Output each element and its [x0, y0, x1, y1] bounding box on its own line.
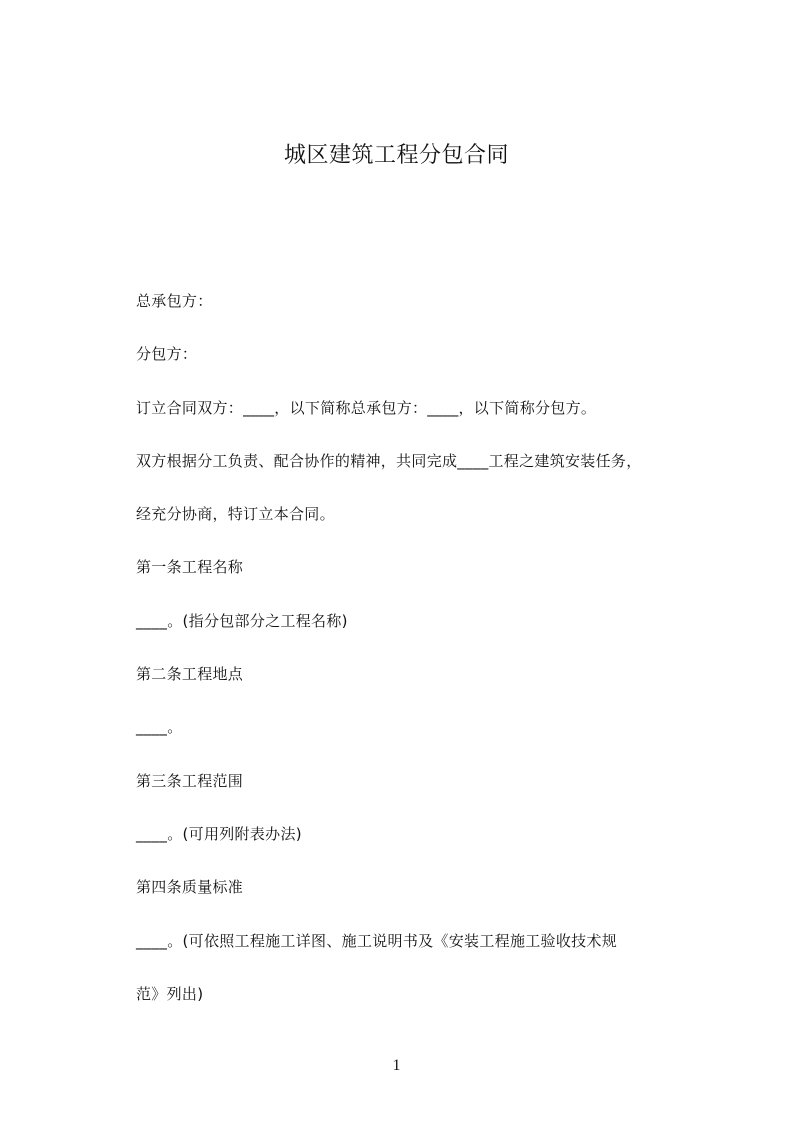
agreement-line-2: 经充分协商，特订立本合同。: [136, 505, 335, 524]
agreement-line-1: 双方根据分工负责、配合协作的精神，共同完成____工程之建筑安装任务，: [136, 451, 642, 470]
article-4-heading: 第四条质量标准: [136, 878, 244, 897]
general-contractor-line: 总承包方：: [136, 292, 213, 310]
article-4-content-line-1: ____。(可依照工程施工详图、施工说明书及《安装工程施工验收技术规: [136, 931, 618, 950]
contract-body: [136, 282, 676, 1028]
parties-line: 订立合同双方：____，以下简称总承包方：____，以下简称分包方。: [136, 398, 597, 417]
article-1-content: ____。(指分包部分之工程名称): [136, 611, 348, 630]
article-4-content-line-2: 范》列出): [136, 984, 204, 1003]
document-title: 城区建筑工程分包合同: [283, 143, 509, 168]
page-number: 1: [392, 1057, 401, 1074]
article-2-content: ____。: [136, 718, 183, 737]
article-1-heading: 第一条工程名称: [136, 558, 244, 577]
article-3-heading: 第三条工程范围: [136, 771, 244, 790]
subcontractor-line: 分包方：: [136, 345, 198, 364]
article-3-content: ____。(可用列附表办法): [136, 824, 302, 843]
article-2-heading: 第二条工程地点: [136, 665, 244, 684]
